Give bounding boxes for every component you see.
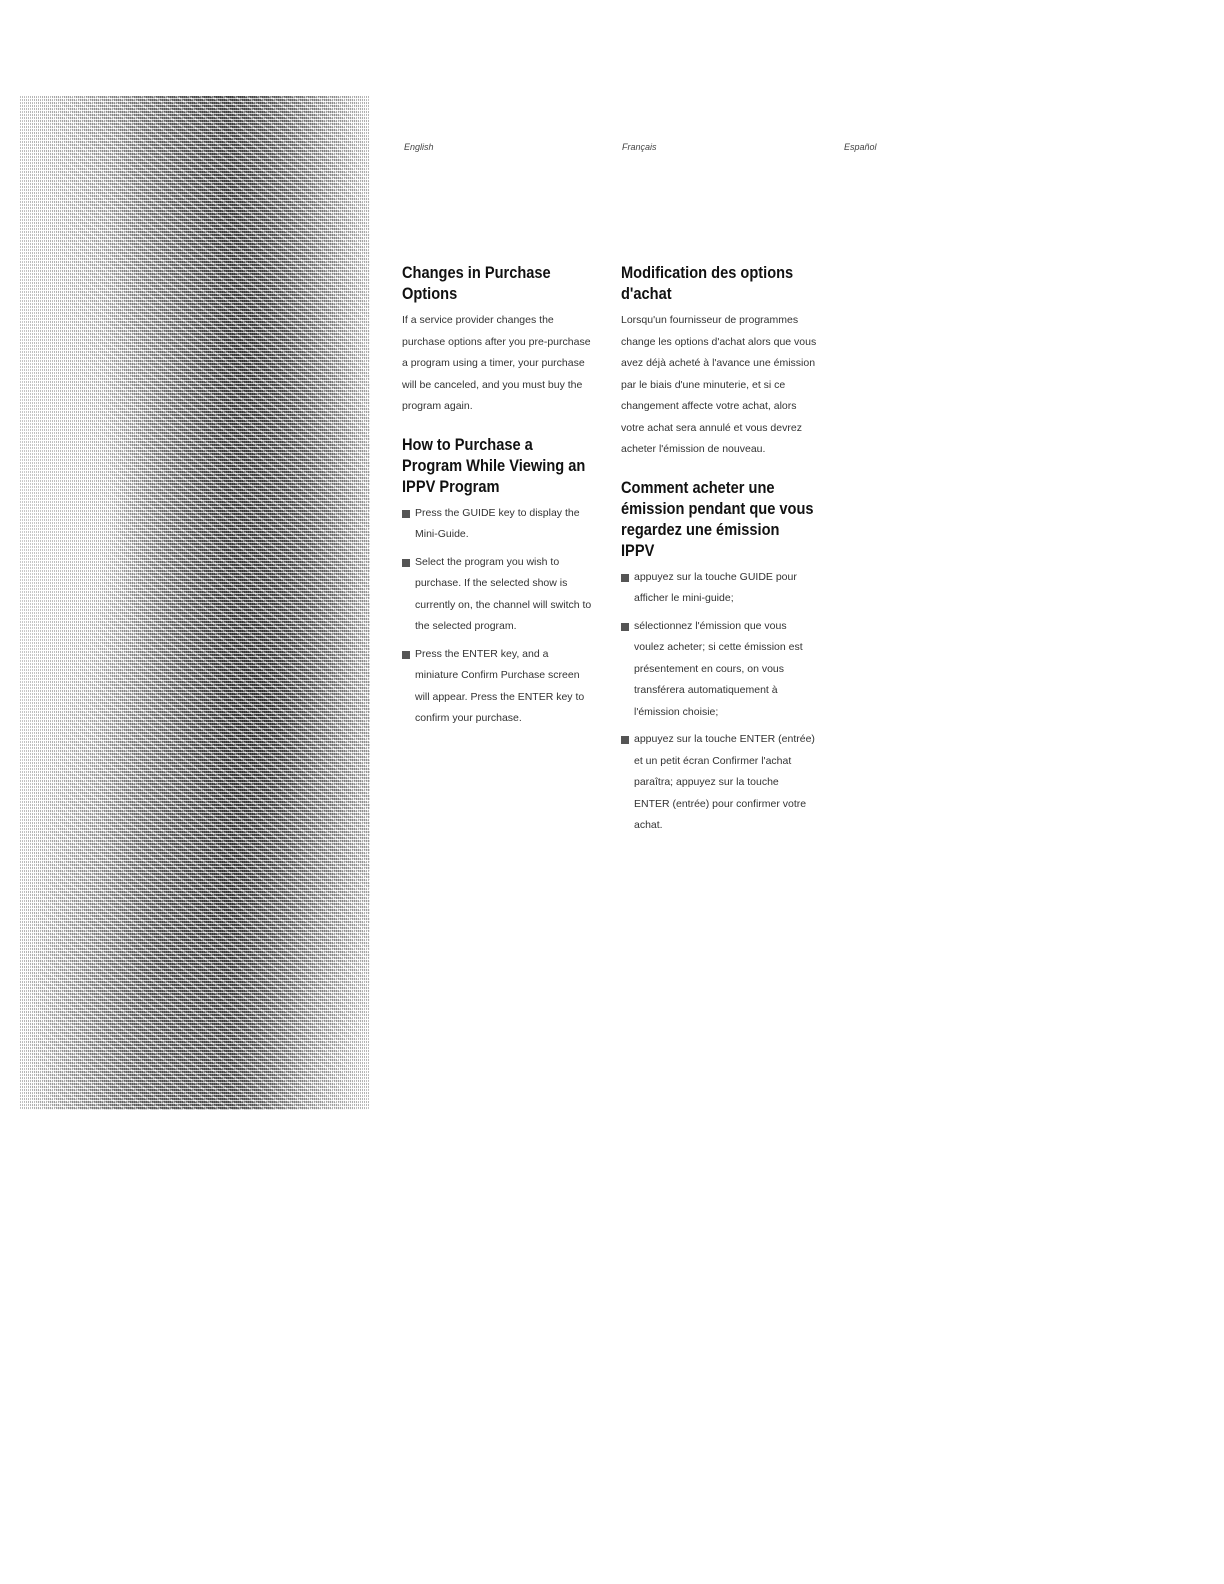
step-number-icon: [402, 651, 410, 659]
section-body-modification-options: Lorsqu'un fournisseur de programmes change les options d'achat alors que vous avez déjà acheté à l'avance une émission par le biais d'une minuterie, et si ce changement affecte votre achat, alors votre achat sera annulé et vous devrez acheter l'émission de nouveau.: [621, 314, 817, 455]
section-heading-purchase-while-viewing: How to Purchase a Program While Viewing an IPPV Program: [402, 434, 586, 496]
step-number-icon: [621, 736, 629, 744]
step-number-icon: [402, 510, 410, 518]
step-text: appuyez sur la touche ENTER (entrée) et un petit écran Confirmer l'achat paraîtra; appuyez sur la touche ENTER (entrée) pour confirmer votre achat.: [634, 733, 815, 831]
section-heading-achat-pendant-visionnement: Comment acheter une émission pendant que vous regardez une émission IPPV: [621, 477, 814, 560]
step-list: [621, 567, 817, 837]
step-number-icon: [621, 574, 629, 582]
section-heading-modification-options: Modification des options d'achat: [621, 263, 794, 303]
french-column: [621, 262, 817, 843]
step-item: [402, 503, 594, 546]
step-number-icon: [621, 623, 629, 631]
step-item: [621, 567, 817, 610]
step-item: [621, 616, 817, 724]
step-text: Press the ENTER key, and a miniature Confirm Purchase screen will appear. Press the ENTER key to confirm your purchase.: [415, 647, 585, 724]
section-body-purchase-options: If a service provider changes the purchase options after you pre-purchase a program using a timer, your purchase will be canceled, and you must buy the program again.: [402, 314, 591, 412]
step-item: [621, 729, 817, 837]
step-list: [402, 503, 594, 730]
step-text: Press the GUIDE key to display the Mini-Guide.: [415, 506, 580, 540]
language-label-french: Français: [622, 142, 657, 152]
english-column: [402, 262, 594, 736]
language-label-spanish: Español: [844, 142, 877, 152]
section-heading-purchase-options: Changes in Purchase Options: [402, 263, 551, 303]
step-text: appuyez sur la touche GUIDE pour afficher le mini-guide;: [634, 570, 797, 604]
step-number-icon: [402, 559, 410, 567]
step-text: sélectionnez l'émission que vous voulez acheter; si cette émission est présentement en cours, on vous transférera automatiquement à l'émission choisie;: [634, 619, 803, 718]
step-text: Select the program you wish to purchase. If the selected show is currently on, the channel will switch to the selected program.: [415, 555, 592, 632]
photo-strip-image: [20, 96, 370, 1110]
step-item: [402, 552, 594, 638]
step-item: [402, 644, 594, 730]
language-label-english: English: [404, 142, 434, 152]
